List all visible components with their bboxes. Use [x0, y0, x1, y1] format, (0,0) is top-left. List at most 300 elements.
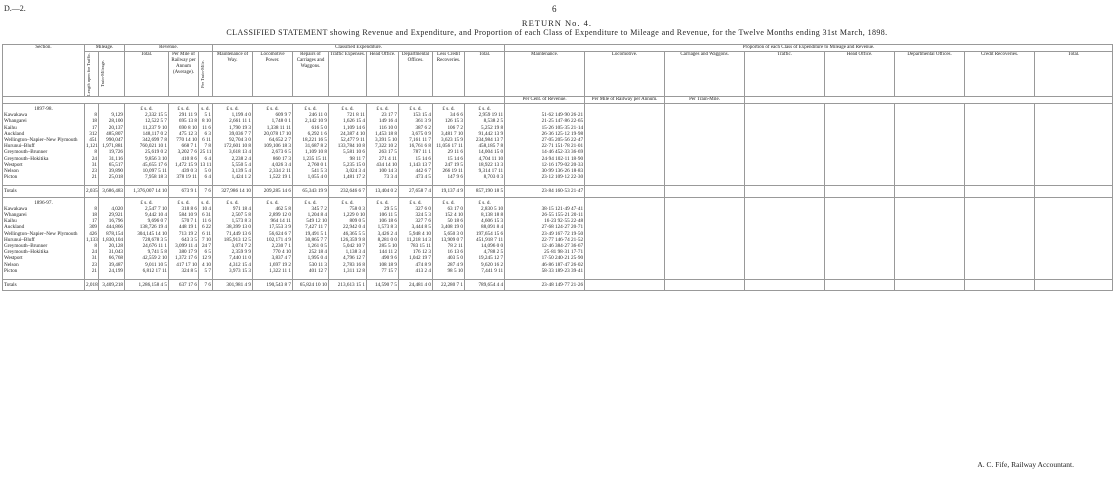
cell-cr: 63 17 0 [433, 206, 465, 212]
cell-rep: 1,204 8 4 [293, 212, 329, 218]
cell-maint: 92,704 3 0 [213, 137, 253, 143]
cell-tot: 2,959 19 11 [465, 112, 505, 118]
cell-traf: 721 8 11 [329, 112, 367, 118]
group-header-row [3, 45, 1113, 52]
cell-traf: 2,783 16 8 [329, 262, 367, 268]
cell-cr: 287 4 9 [433, 262, 465, 268]
cell-maint: 38,399 13 0 [213, 224, 253, 230]
cell-maint: 971 18 4 [213, 206, 253, 212]
cell-length: 8 [85, 206, 99, 212]
cell-ptm: 6 22 [199, 224, 213, 230]
cell-tm: 1,971,881 [99, 143, 125, 149]
cell-traf: 5,042 10 7 [329, 243, 367, 249]
unit-cell: £ s. d. [293, 104, 329, 113]
cell-ho: 285 5 10 [367, 243, 399, 249]
unit-cell [965, 104, 1035, 113]
cell-length: 8 [85, 112, 99, 118]
cell-tot: 4,606 15 3 [465, 218, 505, 224]
cell-ptm: 6 31 [199, 212, 213, 218]
cell-length: 21 [85, 174, 99, 180]
total-pm: 673 9 1 [169, 186, 199, 197]
length-header: Length open for Traffic. [85, 52, 99, 97]
cell-proportion: 58·33 189·23 39·41 [505, 268, 585, 274]
cell-length: 18 [85, 212, 99, 218]
cell-pm: 439 0 3 [169, 168, 199, 174]
cell-proportion: 12·16 179·02 20·33 [505, 162, 585, 168]
cell-rev: 9,011 10 5 [125, 262, 169, 268]
unit-cell: s. d. [199, 104, 213, 113]
cell-pm: 3,202 7 6 [169, 149, 199, 155]
cell-tm: 20,128 [99, 243, 125, 249]
cell-pm: 1,472 15 9 [169, 162, 199, 168]
cell-traf: 1,626 15 4 [329, 118, 367, 124]
section-name: Hurunui–Bluff [3, 143, 85, 149]
section-name: Greymouth–Brunner [3, 243, 85, 249]
cell-cr: 3,408 19 0 [433, 224, 465, 230]
cell-tot: 9,314 17 11 [465, 168, 505, 174]
cell-cr: 152 4 10 [433, 212, 465, 218]
cell-maint: 2,238 2 4 [213, 156, 253, 162]
departmental-offices-header: Departmental Offices. [399, 52, 433, 97]
cell-ptm: 10 4 [199, 206, 213, 212]
cell-pm: 570 7 1 [169, 218, 199, 224]
cell-tot: 19,245 12 7 [465, 255, 505, 261]
unit-cell: £ s. d. [213, 197, 253, 206]
cell-proportion: 51·62 149·90 26·21 [505, 112, 585, 118]
cell-traf: 1,311 12 8 [329, 268, 367, 274]
cell-rep: 252 18 4 [293, 249, 329, 255]
total-traf: 213,613 15 1 [329, 280, 367, 291]
cell-traf: 126,359 9 8 [329, 237, 367, 243]
statement-title: CLASSIFIED STATEMENT showing Revenue and Expenditure, and Proportion of each Class of Expenditure to Mileage and Revenue, for the Twelve Months ending 31st March, 1898. [226, 28, 888, 37]
total-proportion: 23·84 160·53 21·47 [505, 186, 585, 197]
cell-proportion: 14·46 452·33 36·69 [505, 149, 585, 155]
section-heading: 1897-98. [3, 104, 85, 113]
cell-loco: 609 9 7 [253, 112, 293, 118]
cell-dept: 5,948 4 10 [399, 231, 433, 237]
total-proportion-empty [1035, 186, 1113, 197]
total-maint: 327,986 14 10 [213, 186, 253, 197]
cell-loco: 1,748 0 1 [253, 118, 293, 124]
section-name: Kaihu [3, 125, 85, 131]
cell-ho: 100 14 3 [367, 168, 399, 174]
cell-pm: 448 19 1 [169, 224, 199, 230]
total-loco: 209,285 14 6 [253, 186, 293, 197]
cell-proportion: 25·81 98·31 17·71 [505, 249, 585, 255]
cell-cr: 3,481 7 10 [433, 131, 465, 137]
unit-cell: £ s. d. [293, 197, 329, 206]
cell-rev: 11,237 9 10 [125, 125, 169, 131]
cell-proportion: 38·15 121·49 47·41 [505, 206, 585, 212]
cell-ptm: 11 6 [199, 125, 213, 131]
cell-loco: 20,078 17 10 [253, 131, 293, 137]
cell-proportion: 22·71 151·78 21·01 [505, 143, 585, 149]
cell-ptm: 8 10 [199, 118, 213, 124]
total-ho: 14,590 7 5 [367, 280, 399, 291]
sub-columns-label: Per Mile of Railway per Annum. [585, 97, 665, 104]
cell-ho: 263 17 5 [367, 149, 399, 155]
cell-rev: 6,812 17 11 [125, 268, 169, 274]
cell-tot: 4,704 11 10 [465, 156, 505, 162]
total-proportion-empty [585, 186, 665, 197]
cell-proportion: 12·46 384·27 36·67 [505, 243, 585, 249]
mileage-group-header: Mileage. [85, 45, 125, 52]
total-ho: 13,404 0 2 [367, 186, 399, 197]
cell-dept: 473 4 5 [399, 174, 433, 180]
cell-maint: 3,074 7 2 [213, 243, 253, 249]
cell-dept: 413 2 4 [399, 268, 433, 274]
unit-cell: £ s. d. [329, 197, 367, 206]
total-proportion-empty [665, 280, 745, 291]
cell-proportion: 15·26 105·35 21·14 [505, 125, 585, 131]
cell-loco: 964 14 11 [253, 218, 293, 224]
cell-length: 18 [85, 118, 99, 124]
cell-traf: 1,481 17 2 [329, 174, 367, 180]
cell-ptm: 6 11 [199, 137, 213, 143]
cell-pm: 643 3 5 [169, 237, 199, 243]
cell-rev: 2,547 7 10 [125, 206, 169, 212]
unit-cell: £ s. d. [213, 104, 253, 113]
cell-proportion: 26·36 125·12 19·98 [505, 131, 585, 137]
cell-traf: 758 0 3 [329, 206, 367, 212]
cell-rep: 7,427 11 7 [293, 224, 329, 230]
cell-traf: 4,796 12 7 [329, 255, 367, 261]
expenditure-total-header: Total. [465, 52, 505, 97]
proportion-credit-header: Credit Recoveries. [965, 52, 1035, 97]
cell-cr: 403 5 0 [433, 255, 465, 261]
cell-ho: 434 14 10 [367, 162, 399, 168]
cell-dept: 787 11 1 [399, 149, 433, 155]
cell-tm: 4,020 [99, 206, 125, 212]
cell-rep: 1,261 0 5 [293, 243, 329, 249]
repairs-header: Repairs of Carriages and Waggons. [293, 52, 329, 97]
total-tot: 789,654 4 4 [465, 280, 505, 291]
cell-ho: 106 11 5 [367, 212, 399, 218]
unit-cell: £ s. d. [367, 104, 399, 113]
cell-tm: 29,921 [99, 212, 125, 218]
cell-ho: 3,426 2 4 [367, 231, 399, 237]
cell-ho: 3,391 5 10 [367, 137, 399, 143]
cell-rev: 9,741 5 8 [125, 249, 169, 255]
cell-loco: 102,171 4 9 [253, 237, 293, 243]
total-dept: 27,658 7 4 [399, 186, 433, 197]
section-name: Wellington–Napier–New Plymouth [3, 231, 85, 237]
cell-tm: 39,890 [99, 168, 125, 174]
cell-ho: 149 16 4 [367, 118, 399, 124]
section-name: Picton [3, 174, 85, 180]
cell-cr: 106 7 2 [433, 125, 465, 131]
unit-cell [745, 104, 825, 113]
cell-tot: 18,922 13 3 [465, 162, 505, 168]
cell-tot: 8,538 2 5 [465, 118, 505, 124]
cell-tm: 9,129 [99, 112, 125, 118]
total-proportion-empty [895, 280, 965, 291]
total-tm: 3,686,483 [99, 186, 125, 197]
cell-dept: 442 6 7 [399, 168, 433, 174]
cell-loco: 56,624 6 7 [253, 231, 293, 237]
totals-label: Totals [3, 280, 85, 291]
cell-pm: 324 8 5 [169, 268, 199, 274]
proportion-locomotive-header: Locomotive. [585, 52, 665, 97]
cell-proportion: 46·86 187·47 26·02 [505, 262, 585, 268]
cell-loco: 2,230 7 1 [253, 243, 293, 249]
unit-cell [85, 104, 99, 113]
cell-rep: 1,055 4 0 [293, 174, 329, 180]
unit-cell: £ s. d. [169, 104, 199, 113]
cell-traf: 1,138 3 4 [329, 249, 367, 255]
cell-ptm: 7 8 [199, 143, 213, 149]
classified-statement-table [2, 44, 1113, 291]
cell-ho: 1,453 18 8 [367, 131, 399, 137]
cell-rev: 9,442 10 4 [125, 212, 169, 218]
total-proportion-empty [745, 186, 825, 197]
cell-loco: 1,338 11 11 [253, 125, 293, 131]
cell-tot: 14,096 0 0 [465, 243, 505, 249]
section-name: Westport [3, 162, 85, 168]
cell-rev: 148,117 0 2 [125, 131, 169, 137]
cell-proportion: 17·50 240·21 25·90 [505, 255, 585, 261]
total-ptm: 7 6 [199, 280, 213, 291]
section-name: Greymouth–Hokitika [3, 249, 85, 255]
units-row [3, 197, 1113, 206]
cell-rep: 246 11 0 [293, 112, 329, 118]
cell-tm: 25,018 [99, 174, 125, 180]
unit-cell: £ s. d. [125, 104, 169, 113]
cell-ptm: 24 7 [199, 243, 213, 249]
cell-rev: 12,522 5 7 [125, 118, 169, 124]
cell-ptm: 6 4 [199, 156, 213, 162]
cell-ho: 8,281 0 0 [367, 237, 399, 243]
sub-columns-label: Per Cent. of Revenue. [505, 97, 585, 104]
total-tot: 857,190 18 5 [465, 186, 505, 197]
cell-rep: 18,221 16 5 [293, 137, 329, 143]
cell-ho: 490 9 6 [367, 255, 399, 261]
total-tm: 3,409,218 [99, 280, 125, 291]
train-mileage-header: Train-Mileage. [99, 52, 125, 97]
cell-maint: 172,601 10 8 [213, 143, 253, 149]
cell-ho: 29 5 5 [367, 206, 399, 212]
sub-columns-label: Per Train-Mile. [665, 97, 745, 104]
cell-rep: 31,687 8 2 [293, 143, 329, 149]
cell-traf: 3,024 3 4 [329, 168, 367, 174]
cell-length: 17 [85, 125, 99, 131]
cell-traf: 5,235 15 0 [329, 162, 367, 168]
cell-proportion: 24·94 102·11 18·90 [505, 156, 585, 162]
cell-ptm: 13 11 [200, 161, 212, 168]
unit-cell [665, 197, 745, 206]
cell-ho: 108 18 9 [367, 262, 399, 268]
unit-cell: £ s. d. [253, 104, 293, 113]
cell-length: 31 [85, 162, 99, 168]
cell-pm: 3,099 11 4 [169, 243, 199, 249]
cell-traf: 1,109 14 6 [329, 125, 367, 131]
unit-cell: £ s. d. [253, 197, 293, 206]
cell-length: 17 [85, 218, 99, 224]
cell-loco: 1,522 19 1 [253, 174, 293, 180]
cell-pm: 1,372 17 6 [169, 255, 199, 261]
cell-tm: 1,830,104 [99, 237, 125, 243]
cell-pm: 380 17 9 [169, 249, 199, 255]
cell-cr: 13,909 0 7 [433, 237, 465, 243]
cell-length: 426 [85, 231, 99, 237]
cell-cr: 5,650 3 0 [433, 231, 465, 237]
cell-proportion: 16·23 92·55 22·48 [505, 218, 585, 224]
credit-recoveries-header: Less Credit Recoveries. [433, 52, 465, 97]
cell-cr: 126 15 3 [433, 118, 465, 124]
unit-cell: £ s. d. [433, 197, 465, 206]
cell-pm: 318 8 6 [169, 206, 199, 212]
cell-rev: 2,332 15 5 [125, 112, 169, 118]
cell-maint: 2,661 11 1 [213, 118, 253, 124]
cell-dept: 3,444 8 5 [399, 224, 433, 230]
unit-cell [585, 197, 665, 206]
total-rev: 1,376,007 14 10 [125, 186, 169, 197]
cell-length: 23 [85, 262, 99, 268]
revenue-per-train-mile-header: Per Train-Mile. [199, 52, 213, 97]
cell-tot: 8,138 18 8 [465, 212, 505, 218]
cell-loco: 1,322 11 1 [253, 268, 293, 274]
cell-rev: 42,559 2 10 [125, 255, 169, 261]
total-proportion-empty [585, 280, 665, 291]
cell-loco: 3,837 4 7 [253, 255, 293, 261]
cell-cr: 266 19 11 [433, 168, 465, 174]
cell-pm: 291 11 9 [169, 112, 199, 118]
cell-traf: 98 11 7 [329, 156, 367, 162]
cell-proportion: 22·77 146·74 21·52 [505, 237, 585, 243]
cell-ho: 7,322 10 2 [367, 143, 399, 149]
cell-proportion: 27·68 124·27 20·71 [505, 224, 585, 230]
total-length: 2,035 [85, 186, 99, 197]
cell-cr: 98 5 10 [433, 268, 465, 274]
cell-ho: 1,573 8 3 [367, 224, 399, 230]
proportion-group-header: Proportion of each Class of Expenditure to Mileage and Revenue. [505, 45, 1113, 52]
proportion-traffic-header: Traffic. [745, 52, 825, 97]
cell-pm: 378 19 11 [169, 174, 199, 180]
cell-cr: 247 19 5 [433, 162, 465, 168]
proportion-departmental-header: Departmental Offices. [895, 52, 965, 97]
cell-ptm: 5 7 [199, 268, 213, 274]
unit-cell: £ s. d. [433, 104, 465, 113]
cell-length: 24 [85, 156, 99, 162]
cell-ptm: 6 4 [199, 174, 213, 180]
cell-dept: 11,218 14 3 [399, 237, 433, 243]
cell-ptm: 6 5 [199, 249, 213, 255]
section-name: Whangarei [3, 118, 85, 124]
total-rep: 65,824 10 10 [293, 280, 329, 291]
cell-cr: 29 11 6 [433, 149, 465, 155]
cell-cr: 78 2 11 [433, 243, 465, 249]
cell-rep: 541 5 3 [293, 168, 329, 174]
cell-maint: 185,913 12 5 [213, 237, 253, 243]
cell-tm: 65,517 [99, 162, 125, 168]
cell-loco: 462 5 8 [253, 206, 293, 212]
unit-cell [505, 104, 585, 113]
cell-proportion: 26·55 155·21 20·11 [505, 212, 585, 218]
cell-tm: 28,100 [99, 118, 125, 124]
cell-length: 23 [85, 168, 99, 174]
total-cr: 22,280 7 1 [433, 280, 465, 291]
cell-length: 312 [85, 131, 99, 137]
cell-tm: 16,796 [99, 218, 125, 224]
unit-cell: £ s. d. [465, 104, 505, 113]
cell-rev: 24,676 11 1 [125, 243, 169, 249]
total-length: 2,018 [85, 280, 99, 291]
cell-tot: 451,918 7 11 [465, 237, 505, 243]
cell-proportion: 30·99 136·26 18·83 [505, 168, 585, 174]
cell-length: 21 [85, 268, 99, 274]
unit-cell [665, 104, 745, 113]
cell-maint: 1,199 4 0 [213, 112, 253, 118]
cell-dept: 327 7 6 [399, 218, 433, 224]
cell-traf: 133,784 10 8 [329, 143, 367, 149]
sub-column-spacer [3, 97, 505, 104]
cell-pm: 695 13 8 [169, 118, 199, 124]
cell-maint: 7,440 11 0 [213, 255, 253, 261]
unit-cell [895, 104, 965, 113]
totals-row [3, 186, 1113, 197]
cell-pm: 668 7 1 [169, 143, 199, 149]
cell-dept: 327 6 0 [399, 206, 433, 212]
cell-cr: 3,623 15 9 [433, 137, 465, 143]
cell-tm: 19,726 [99, 149, 125, 155]
total-proportion-empty [965, 186, 1035, 197]
cell-rev: 45,655 17 6 [125, 162, 169, 168]
cell-tot: 91,442 13 9 [465, 131, 505, 137]
cell-pm: 475 12 3 [169, 131, 199, 137]
cell-tot: 197,654 15 6 [465, 231, 505, 237]
cell-rev: 7,958 18 3 [125, 174, 169, 180]
cell-tm: 31,116 [99, 156, 125, 162]
cell-maint: 3,973 15 3 [213, 268, 253, 274]
cell-rev: 138,726 19 4 [125, 224, 169, 230]
cell-length: 451 [85, 137, 99, 143]
cell-tm: 878,154 [99, 231, 125, 237]
cell-ho: 106 18 6 [367, 218, 399, 224]
section-name: Auckland [3, 131, 85, 137]
head-office-header: Head Office. [367, 52, 399, 97]
cell-ho: 144 11 2 [367, 249, 399, 255]
cell-cr: 147 9 6 [433, 174, 465, 180]
cell-cr: 16 13 6 [433, 249, 465, 255]
totals-label: Totals [3, 186, 85, 197]
cell-traf: 22,942 0 4 [329, 224, 367, 230]
cell-loco: 17,553 3 9 [253, 224, 293, 230]
total-cr: 19,137 4 9 [433, 186, 465, 197]
cell-dept: 1,042 19 7 [399, 255, 433, 261]
unit-cell [965, 197, 1035, 206]
cell-tot: 458,185 7 8 [465, 143, 505, 149]
cell-maint: 1,424 1 2 [213, 174, 253, 180]
cell-cr: 50 18 6 [433, 218, 465, 224]
cell-length: 1,121 [86, 143, 98, 150]
total-loco: 190,543 8 7 [253, 280, 293, 291]
cell-rep: 6,292 1 6 [293, 131, 329, 137]
cell-rep: 616 5 0 [293, 125, 329, 131]
cell-loco: 2,334 2 11 [253, 168, 293, 174]
cell-ptm: 7 10 [199, 237, 213, 243]
cell-proportion: 21·25 147·86 22·65 [505, 118, 585, 124]
cell-rep: 19,491 5 1 [293, 231, 329, 237]
cell-proportion: 23·12 109·12 22·30 [505, 174, 585, 180]
cell-loco: 1,697 19 2 [253, 262, 293, 268]
cell-rev: 342,699 7 8 [125, 137, 169, 143]
cell-rep: 2,142 10 9 [293, 118, 329, 124]
cell-maint: 4,312 15 4 [213, 262, 253, 268]
units-row [3, 104, 1113, 113]
section-name: Hurunui–Bluff [3, 237, 85, 243]
cell-dept: 783 15 11 [399, 243, 433, 249]
cell-tot: 88,091 8 4 [465, 224, 505, 230]
